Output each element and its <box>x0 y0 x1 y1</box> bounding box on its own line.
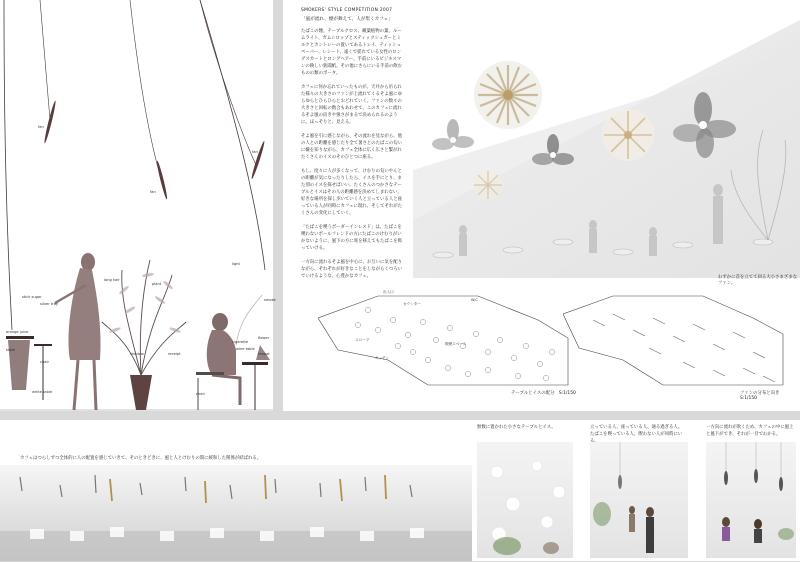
standing-woman-figure <box>55 253 101 410</box>
section-caption: カフェはつらしずつ全体的に人の配置を感じていきて、そのときどきに、風と人とけむりの間に緩和した関係が結ばれる。 <box>20 456 262 461</box>
label-cigarette: cigarette <box>232 340 249 344</box>
label-table: table <box>6 348 16 352</box>
essay-paragraph: カフェに何か忘れていったものが、天井から吊られた様々の大きさのファンが上流れてくるそよ風にゆらゆらとひらひらとおどれていく。ファンの数々の大きさと回転の数合もあわせて、このカフェに流れるそよ風の向きや強さがまるで決められるのように、ほっそりと、見える。 <box>301 85 402 125</box>
essay-paragraph: そよ風を引に感じながら、その流れを見ながら、他の人との距離を感じたり全て暑さとのたばこの匂いに嫌を知りながら、カフェ全体に広く広さと繋がれたくさんのイスのそのひとつに座る。 <box>301 134 402 160</box>
concept-sheet <box>283 0 800 411</box>
photo1-caption: 無数に置かれた小さなテーブルとイス。 <box>477 425 556 430</box>
competition-title: SMOKERS' STYLE COMPETITION 2007 <box>301 8 393 13</box>
label-receipt: receipt <box>168 352 181 356</box>
plan-fans <box>563 290 793 390</box>
photo3-caption: 一方向に流れが吹くため、カフェの中に風上と風下ができ、それが一目でわかる。 <box>706 425 794 437</box>
essay-paragraph: 一方向に流れるそよ風を中心に、お互いに気を配りながら、それぞれが好きなことをしながらくつろいでいけるような、心豊かなカフェ。 <box>301 260 402 279</box>
label-fan: fan <box>38 125 44 129</box>
plan-label-kitchen: キッチン <box>375 356 390 360</box>
label-orange-juice: orange juice <box>6 330 29 334</box>
plan-label-entrance: 出入口 <box>383 290 394 294</box>
essay-paragraph: 「たばこを喫うボーダーインレスド」は、たばこを喫わないボールフレンドの方にたばこのけむりがいかないように、風下の方に席を移えてもたばこを吸っていける。 <box>301 225 402 251</box>
concept-essay <box>301 28 405 287</box>
concept-subtitle: 「風が流れ、煙が舞えて、人が集くカフェ」 <box>301 17 393 22</box>
plan-label-wc: W.C <box>471 298 478 302</box>
plan-label-counter: カウンター <box>403 302 421 306</box>
section-sheet <box>0 420 472 561</box>
plan-fans-caption: ファンの分布と向き S:1/150 <box>740 391 784 401</box>
label-plant: plant <box>152 282 162 286</box>
plan-tables-caption: テーブルとイスの配分 S:1/150 <box>511 391 576 396</box>
label-flower: flower <box>258 336 270 340</box>
cafe-render <box>413 20 800 278</box>
essay-paragraph: もし、度々に人が多くなって、けむりの匂いやんとの距離が気になったりしたら、イスを手にとり、また別のイスを探せばいい。たくさんのつかさなテーブルとイスはその人の距離感を決めてしまわない、好きな場所を探し歩いていく人と立っている人と座っている人が同時にカフェに現れ、そしてそれがたくさんの変化にしていく。 <box>301 169 403 216</box>
label-teapot: teapot <box>258 352 270 356</box>
essay-paragraph: たばこの煙、テーブルクロス、観葉植物の葉、ルームライト、ガムシロップとスティックシュガーとミルクとカントレーの置いてあるトレイ、ティッシュペーパー、レシート、遠くで揺れている女性のロングスカートとロングヘアー、手前にいるビジネスマンの険しい新聞紙。その他にさらにいる手前の飲むものの類のポータ。 <box>301 29 402 76</box>
photo-people <box>590 442 688 558</box>
photo2-caption: 立っている人、座っている人、通る過ぎる人。たばこを喫っている人、喫わない人が同時にい <box>590 425 683 437</box>
label-fan: fan <box>150 190 156 194</box>
label-fan: fan <box>252 150 258 154</box>
photo-sheet <box>472 420 800 561</box>
photo-wind <box>706 442 796 558</box>
photo-tables <box>477 442 573 558</box>
label-shadow: shadow <box>130 352 144 356</box>
elevation-drawing <box>0 0 273 411</box>
label-chair: chair <box>40 360 49 364</box>
section-drawing <box>0 465 472 561</box>
label-wine-table: wine table <box>236 347 255 351</box>
label-white-table: white table <box>32 390 53 394</box>
label-chair: chair <box>196 392 205 396</box>
label-light: light <box>232 262 240 266</box>
render-caption: わずかに首を立てて回る大小さまざまなファン。 <box>718 275 798 286</box>
label-smoke: smoke <box>264 298 276 302</box>
plan-label-seating: 喫煙スペース <box>445 342 467 346</box>
plan-label-stairs: スロープ <box>355 338 370 342</box>
label-stick-sugar: stick sugar <box>22 295 42 299</box>
elevation-sheet <box>0 0 276 411</box>
label-long-hair: long hair <box>104 278 120 282</box>
plant-figure <box>102 260 186 410</box>
label-silver-tray: silver tray <box>40 302 59 306</box>
